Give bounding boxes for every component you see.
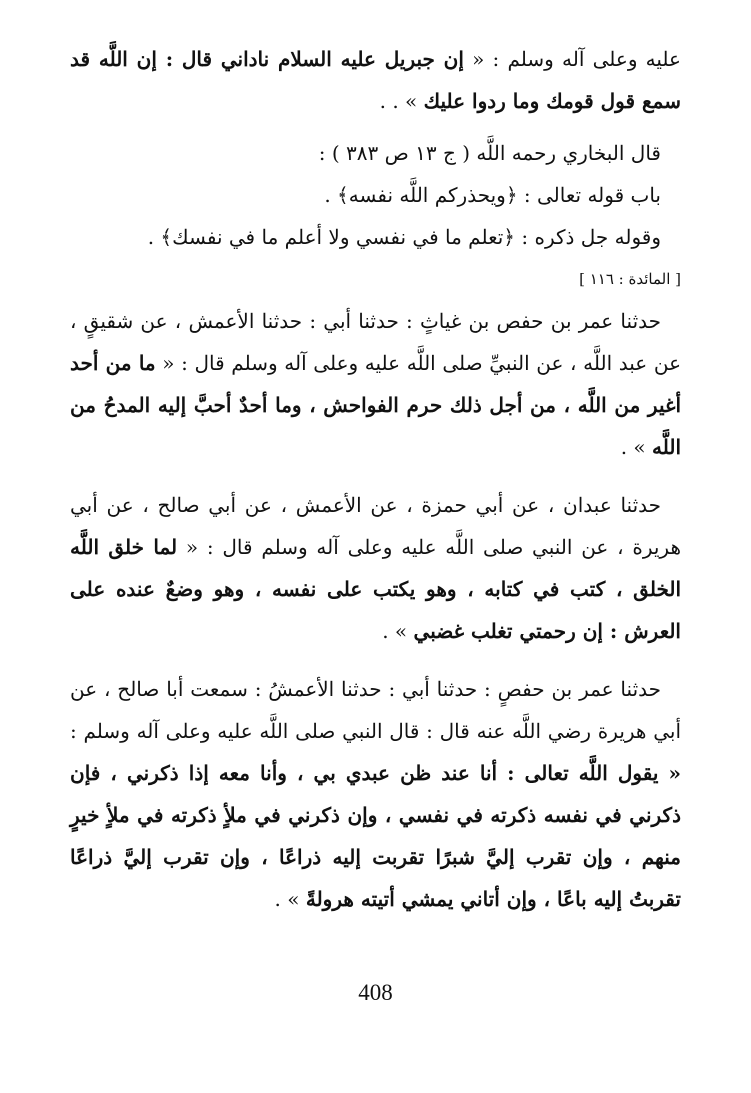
paragraph-text-end: » . [620, 435, 652, 459]
paragraph-hadith-ghayrah [70, 300, 681, 468]
paragraph-hadith-rahmah [70, 484, 681, 652]
paragraph-text-end: » . . [379, 89, 424, 113]
bukhari-reference-heading: قال البخاري رحمه اللَّه ( ج ١٣ ص ٣٨٣ ) : [318, 141, 661, 165]
paragraph-hadith-dhikr [70, 668, 681, 920]
quran-verse-line: وقوله جل ذكره : ﴿تعلم ما في نفسي ولا أعلم ما في نفسك﴾ . [147, 225, 661, 249]
surah-reference: [ المائدة : ١١٦ ] [579, 270, 681, 288]
paragraph-hadith-jibril [70, 38, 681, 122]
isnad-text: حدثنا عمر بن حفص بن غياثٍ : حدثنا أبي : حدثنا الأعمش ، عن شقيقٍ ، عن عبد اللَّه ، عن النبيِّ صلى اللَّه عليه وعلى آله وسلم قال : « [70, 309, 682, 375]
paragraph-text-end: » . [274, 887, 306, 911]
document-page [70, 38, 681, 920]
paragraph-text: عليه وعلى آله وسلم : « [463, 47, 681, 71]
hadith-quote-bold: لما خلق اللَّه الخلق ، كتب في كتابه ، وهو يكتب على نفسه ، وهو وضعٌ عنده على العرش : إن رحمتي تغلب غضبي [70, 535, 681, 643]
chapter-title: باب قوله تعالى : ﴿ويحذركم اللَّه نفسه﴾ . [324, 183, 661, 207]
hadith-quote-bold: ما من أحد أغير من اللَّه ، من أجل ذلك حرم الفواحش ، وما أحدٌ أحبَّ إليه المدحُ من اللَّه [70, 351, 682, 459]
paragraph-text-end: » . [382, 619, 414, 643]
hadith-quote-bold: « يقول اللَّه تعالى : أنا عند ظن عبدي بي ، وأنا معه إذا ذكرني ، فإن ذكرني في نفسه ذكرته في نفسي ، وإن ذكرني في ملأٍ ذكرته في ملأٍ خيرٍ منهم ، وإن تقرب إليَّ شبرًا تقربت إليه ذراعًا ، وإن تقرب إليَّ ذراعًا تقربتُ إليه باعًا ، وإن أتاني يمشي أتيته هرولةً [70, 761, 681, 911]
isnad-text: حدثنا عمر بن حفصٍ : حدثنا أبي : حدثنا الأعمشُ : سمعت أبا صالح ، عن أبي هريرة رضي اللَّه عنه قال : قال النبي صلى اللَّه عليه وعلى آله وسلم : [70, 677, 682, 743]
page-number: 408 [358, 980, 393, 1005]
isnad-text: حدثنا عبدان ، عن أبي حمزة ، عن الأعمش ، عن أبي صالح ، عن أبي هريرة ، عن النبي صلى اللَّه عليه وعلى آله وسلم قال : « [70, 493, 681, 559]
hadith-quote-bold: إن جبريل عليه السلام ناداني قال : إن اللَّه قد سمع قول قومك وما ردوا عليك [70, 47, 681, 113]
